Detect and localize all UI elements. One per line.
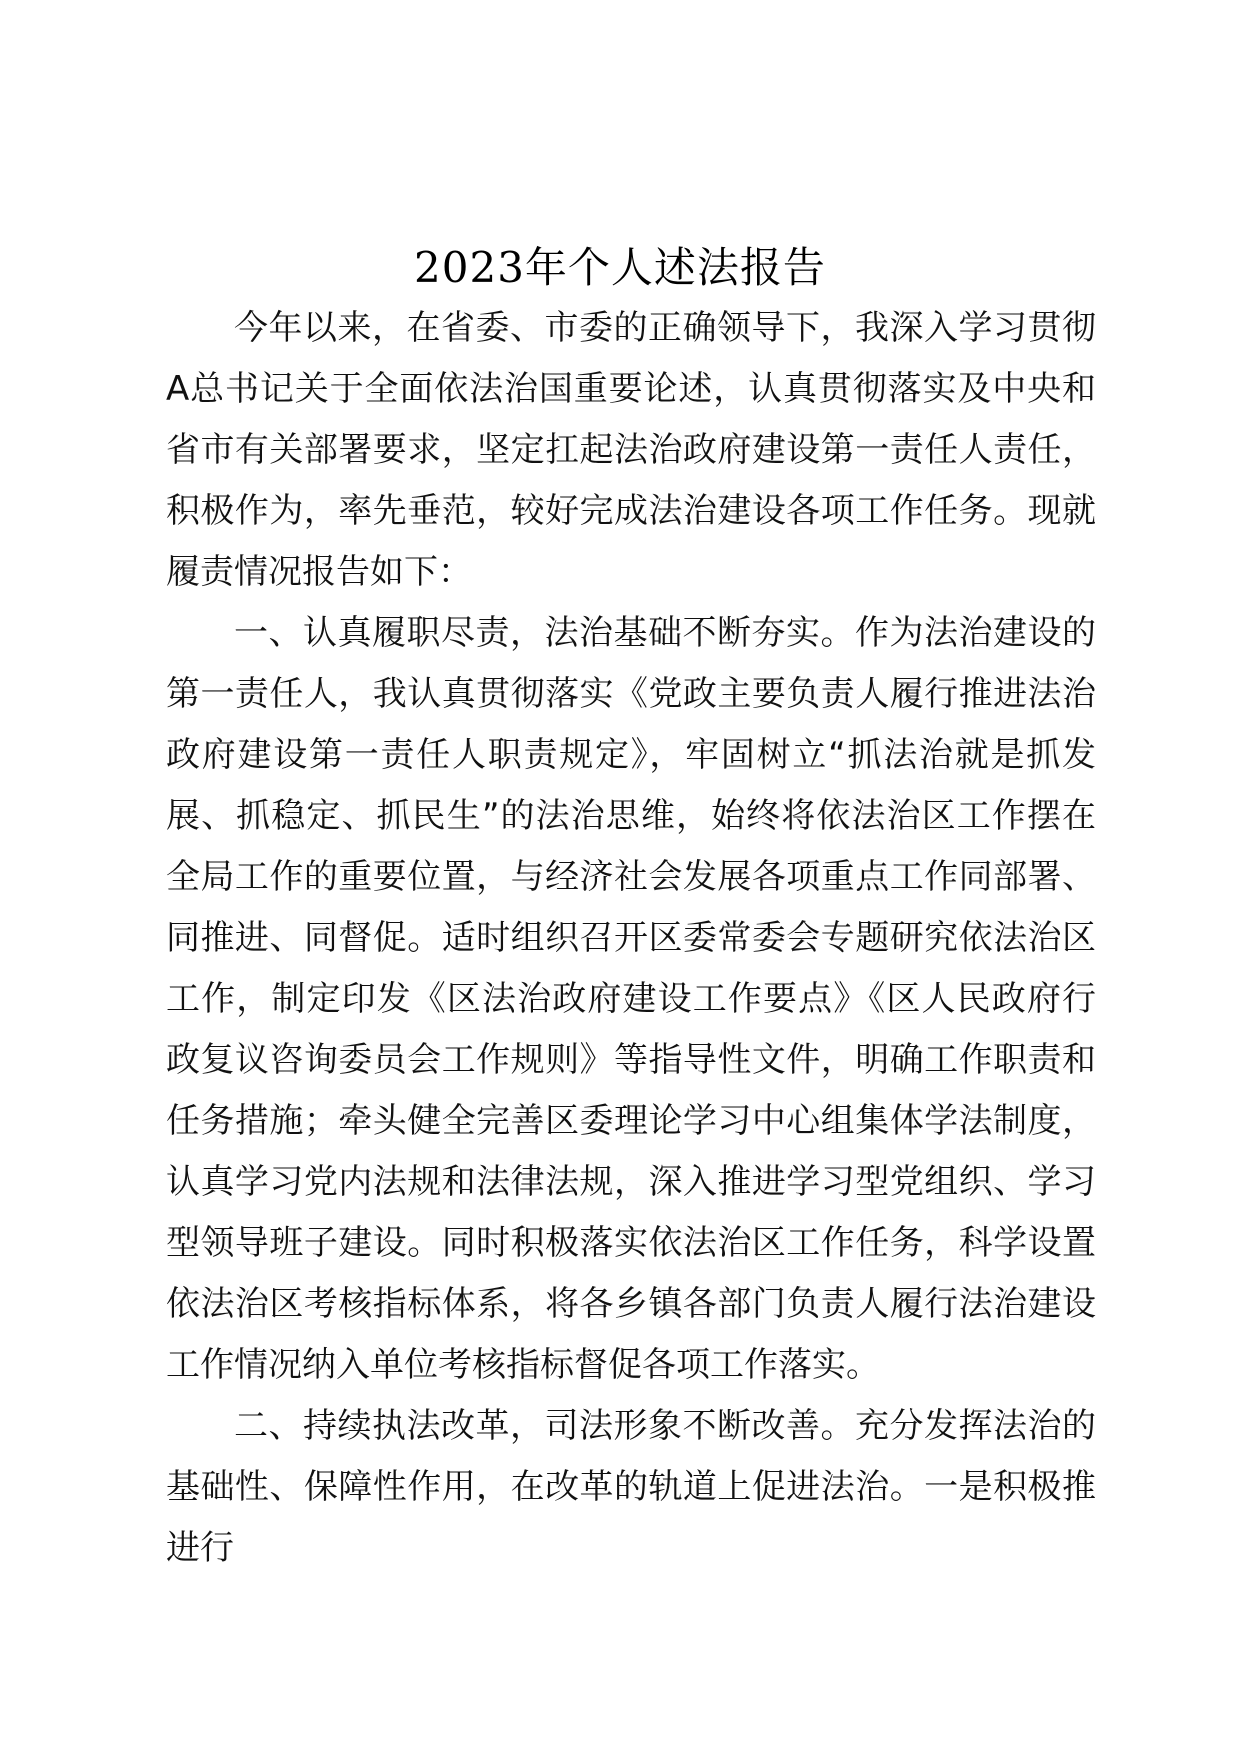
document-body (166, 298, 1096, 1579)
paragraph-intro: 今年以来，在省委、市委的正确领导下，我深入学习贯彻A总书记关于全面依法治国重要论述，认真贯彻落实及中央和省市有关部署要求，坚定扛起法治政府建设第一责任人责任，积极作为，率先垂范，较好完成法治建设各项工作任务。现就履责情况报告如下： (166, 308, 1096, 592)
paragraph-section-2: 二、持续执法改革，司法形象不断改善。充分发挥法治的基础性、保障性作用，在改革的轨道上促进法治。一是积极推进行 (166, 1406, 1096, 1568)
document-title: 2023年个人述法报告 (414, 243, 826, 292)
paragraph-section-1: 一、认真履职尽责，法治基础不断夯实。作为法治建设的第一责任人，我认真贯彻落实《党政主要负责人履行推进法治政府建设第一责任人职责规定》，牢固树立“抓法治就是抓发展、抓稳定、抓民生”的法治思维，始终将依法治区工作摆在全局工作的重要位置，与经济社会发展各项重点工作同部署、同推进、同督促。适时组织召开区委常委会专题研究依法治区工作，制定印发《区法治政府建设工作要点》《区人民政府行政复议咨询委员会工作规则》等指导性文件，明确工作职责和任务措施；牵头健全完善区委理论学习中心组集体学法制度，认真学习党内法规和法律法规，深入推进学习型党组织、学习型领导班子建设。同时积极落实依法治区工作任务，科学设置依法治区考核指标体系，将各乡镇各部门负责人履行法治建设工作情况纳入单位考核指标督促各项工作落实。 (166, 613, 1096, 1385)
